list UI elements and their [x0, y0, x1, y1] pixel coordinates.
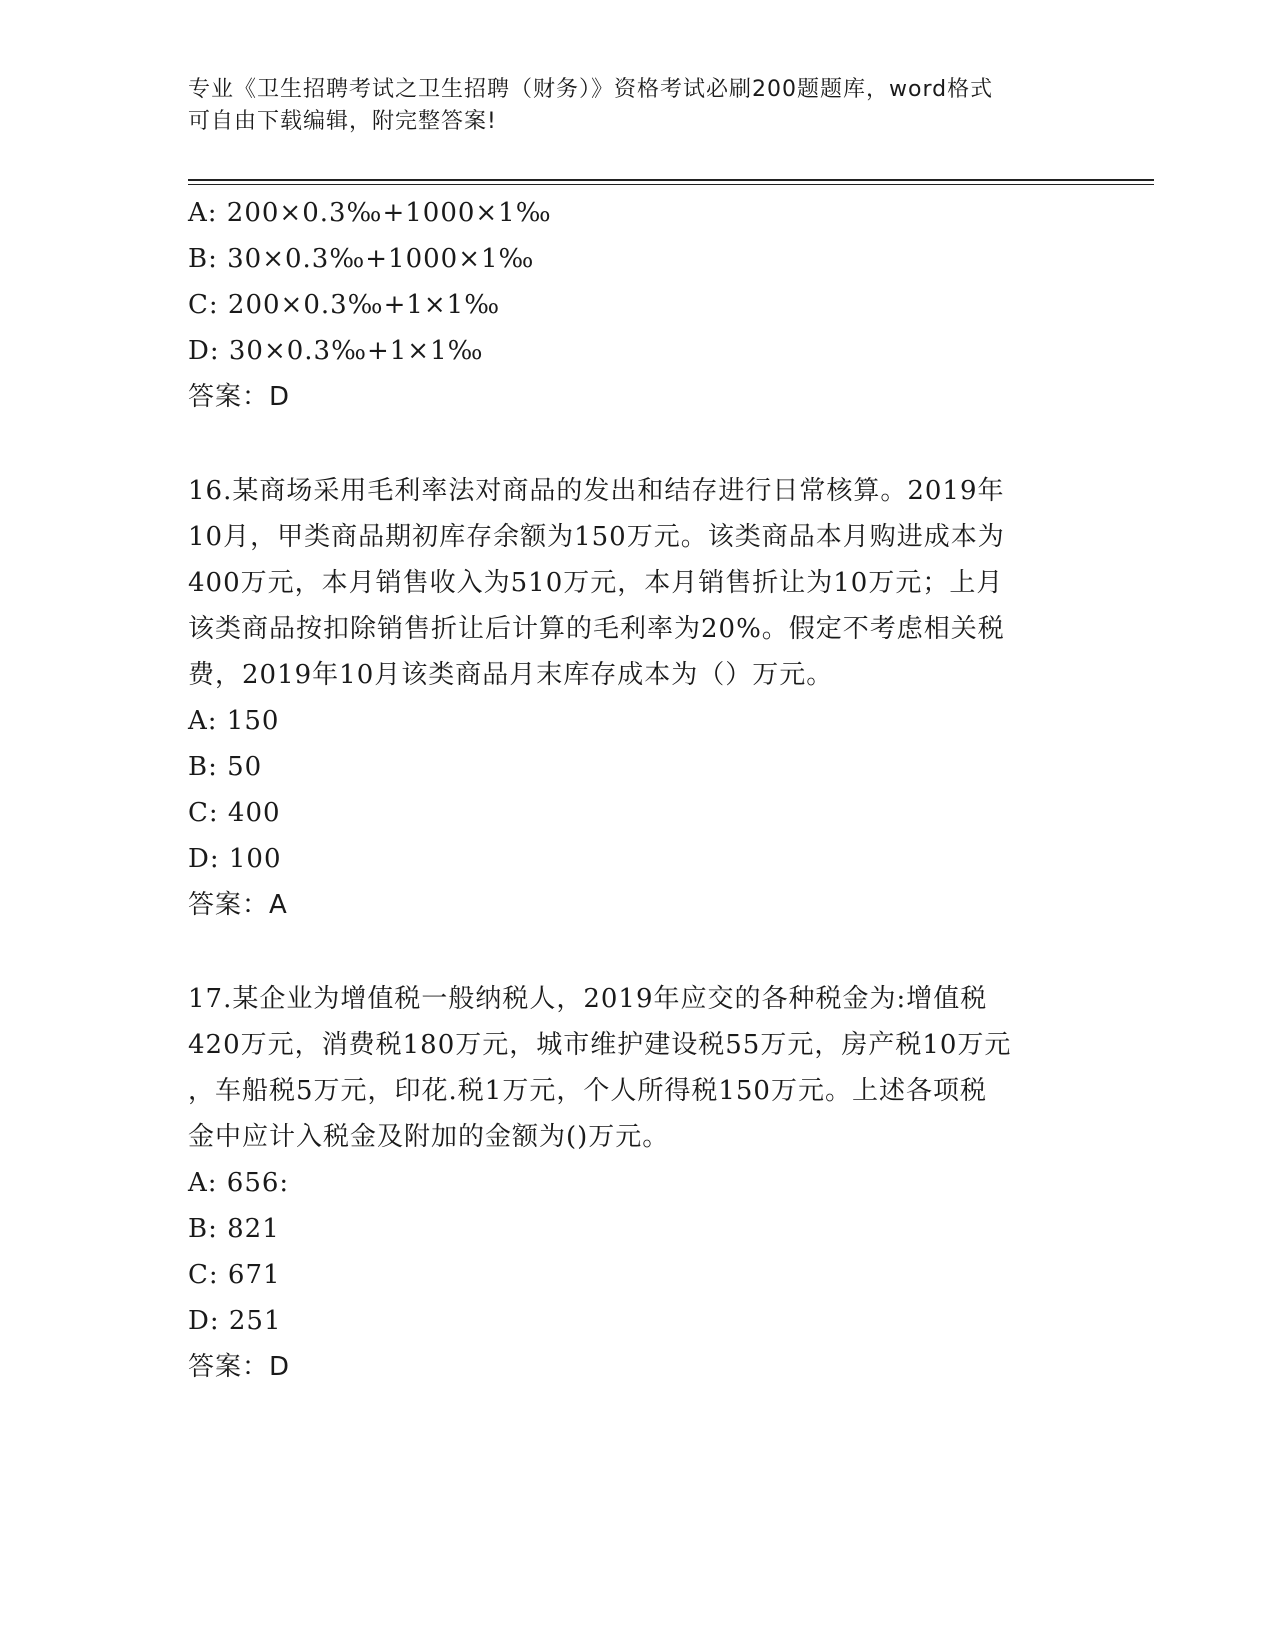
- option-b: B: 50: [188, 752, 263, 782]
- answer-line: 答案：D: [188, 1352, 291, 1382]
- answer-line: 答案：A: [188, 890, 288, 920]
- option-c: C: 200×0.3‰+1×1‰: [188, 290, 501, 320]
- option-c: C: 400: [188, 798, 281, 828]
- question-text-line: 17.某企业为增值税一般纳税人，2019年应交的各种税金为:增值税: [188, 984, 988, 1014]
- question-16: [188, 468, 1088, 928]
- header-rule-thick: [188, 179, 1154, 181]
- question-text: [188, 468, 1088, 698]
- header-line-1: 专业《卫生招聘考试之卫生招聘（财务）》资格考试必刷200题题库，word格式: [188, 77, 994, 102]
- option-d: D: 251: [188, 1306, 282, 1336]
- header-line-2: 可自由下载编辑，附完整答案!: [188, 109, 497, 134]
- option-a: A: 150: [188, 706, 280, 736]
- question-list: [188, 190, 1088, 1390]
- option-d: D: 100: [188, 844, 282, 874]
- option-a: A: 200×0.3‰+1000×1‰: [188, 198, 552, 228]
- question-15: [188, 190, 1088, 420]
- question-text-line: ，车船税5万元，印花.税1万元，个人所得税150万元。上述各项税: [188, 1076, 987, 1106]
- question-text-line: 金中应计入税金及附加的金额为()万元。: [188, 1122, 670, 1152]
- question-text-line: 10月，甲类商品期初库存余额为150万元。该类商品本月购进成本为: [188, 522, 1005, 552]
- option-b: B: 30×0.3‰+1000×1‰: [188, 244, 535, 274]
- question-text-line: 16.某商场采用毛利率法对商品的发出和结存进行日常核算。2019年: [188, 476, 1005, 506]
- question-17: [188, 976, 1088, 1390]
- option-a: A: 656:: [188, 1168, 290, 1198]
- header-rule-thin: [188, 184, 1154, 185]
- question-text-line: 该类商品按扣除销售折让后计算的毛利率为20%。假定不考虑相关税: [188, 614, 1005, 644]
- option-c: C: 671: [188, 1260, 281, 1290]
- option-d: D: 30×0.3‰+1×1‰: [188, 336, 484, 366]
- answer-line: 答案：D: [188, 382, 291, 412]
- document-header: [188, 74, 1088, 138]
- question-text-line: 420万元，消费税180万元，城市维护建设税55万元，房产税10万元: [188, 1030, 1012, 1060]
- option-b: B: 821: [188, 1214, 280, 1244]
- question-text: [188, 976, 1088, 1160]
- question-text-line: 400万元，本月销售收入为510万元，本月销售折让为10万元；上月: [188, 568, 1004, 598]
- question-text-line: 费，2019年10月该类商品月末库存成本为（）万元。: [188, 660, 834, 690]
